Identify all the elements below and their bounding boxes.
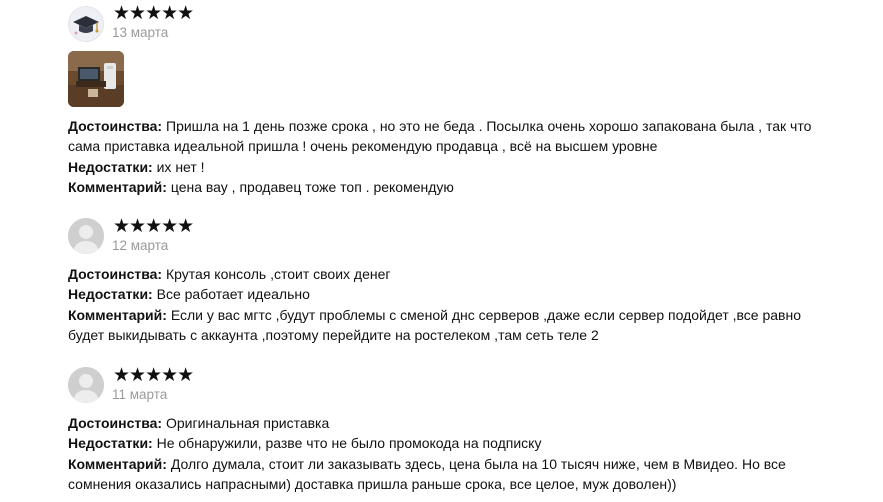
review-photo-image (68, 51, 124, 107)
pros-label: Достоинства: (68, 118, 163, 134)
review-body (68, 264, 828, 345)
comment-label: Комментарий: (68, 306, 167, 323)
cons-label: Недостатки: (68, 435, 153, 452)
review-photo-thumbnail[interactable] (68, 51, 124, 107)
comment-text: Если у вас мгтс ,будут проблемы с сменой днс серверов ,даже если сервер подойдет ,все равно будет выкидывать с аккаунта ,поэтому перейдите на ростелеком ,там сеть теле 2 (68, 306, 805, 343)
comment-label: Комментарий: (68, 455, 167, 472)
review-item (0, 213, 883, 353)
comment-text: цена вау , продавец тоже топ . рекомендую (170, 178, 454, 195)
pros-line (68, 116, 828, 157)
comment-line (68, 177, 828, 197)
star-rating: ★★★★★ (113, 215, 194, 237)
pros-label: Достоинства: (68, 266, 163, 282)
cons-text: Не обнаружили, разве что не было промокода на подписку (156, 435, 542, 452)
review-item (0, 362, 883, 502)
pros-text: Крутая консоль ,стоит своих денег (166, 266, 391, 282)
review-body (68, 413, 828, 494)
star-rating: ★★★★★ (113, 364, 194, 386)
cons-label: Недостатки: (68, 158, 153, 175)
pros-text: Пришла на 1 день позже срока , но это не беда . Посылка очень хорошо запакована была , так что сама приставка идеальной пришла ! очень рекомендую продавца , всё на высшем уровне (68, 118, 816, 155)
comment-line (68, 454, 828, 495)
comment-line (68, 305, 828, 346)
user-avatar[interactable] (68, 367, 104, 403)
review-body (68, 116, 828, 197)
comment-label: Комментарий: (68, 178, 167, 195)
graduation-cap-avatar-icon (69, 7, 103, 41)
default-user-avatar-icon (68, 218, 104, 254)
cons-line (68, 433, 828, 453)
review-date: 11 марта (112, 387, 168, 402)
cons-line (68, 284, 828, 304)
cons-line (68, 157, 828, 177)
user-avatar[interactable] (68, 218, 104, 254)
pros-label: Достоинства: (68, 415, 163, 431)
cons-label: Недостатки: (68, 286, 153, 303)
pros-text: Оригинальная приставка (166, 415, 330, 431)
default-user-avatar-icon (68, 367, 104, 403)
pros-line (68, 264, 828, 284)
cons-text: их нет ! (156, 158, 205, 175)
star-rating: ★★★★★ (113, 2, 194, 24)
cons-text: Все работает идеально (156, 286, 310, 303)
review-item (0, 0, 883, 200)
pros-line (68, 413, 828, 433)
user-avatar[interactable] (68, 6, 104, 42)
review-date: 13 марта (112, 25, 169, 40)
comment-text: Долго думала, стоит ли заказывать здесь, цена была на 10 тысяч ниже, чем в Мвидео. Но все сомнения оказались напрасными) доставка пришла раньше срока, все целое, муж доволен)) (68, 455, 790, 492)
review-date: 12 марта (112, 238, 169, 253)
